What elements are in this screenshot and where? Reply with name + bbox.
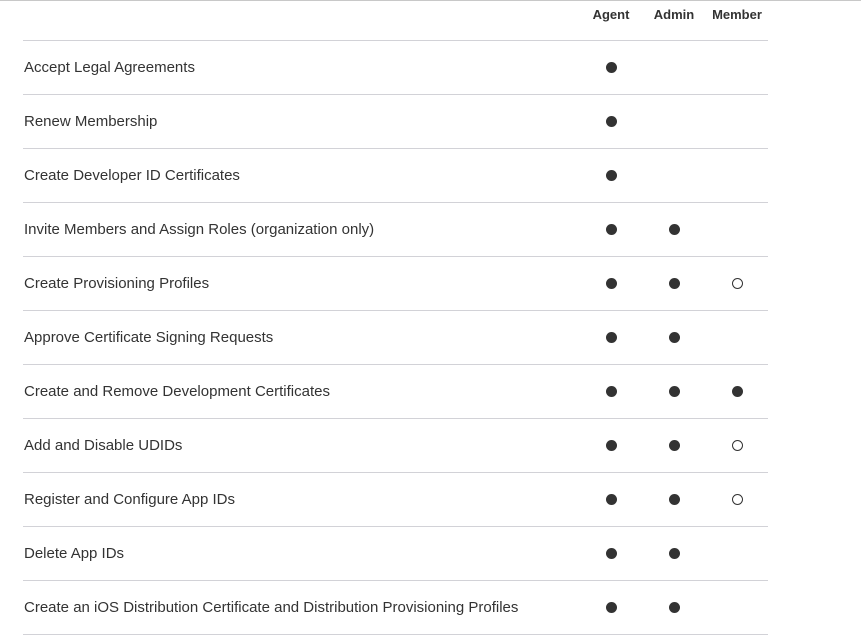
- member-permission-cell: [725, 473, 749, 526]
- filled-circle-icon: [669, 602, 680, 613]
- filled-circle-icon: [669, 386, 680, 397]
- member-permission-cell: [725, 149, 749, 202]
- filled-circle-icon: [606, 548, 617, 559]
- table-row: [23, 581, 768, 635]
- filled-circle-icon: [606, 62, 617, 73]
- permission-label: Accept Legal Agreements: [24, 59, 195, 76]
- admin-permission-cell: [662, 149, 686, 202]
- table-row: [23, 203, 768, 257]
- member-permission-cell: [725, 581, 749, 634]
- permission-label: Invite Members and Assign Roles (organization only): [24, 221, 375, 238]
- filled-circle-icon: [606, 116, 617, 127]
- permission-label: Add and Disable UDIDs: [24, 437, 183, 454]
- agent-permission-cell: [599, 41, 623, 94]
- member-permission-cell: [725, 527, 749, 580]
- agent-permission-cell: [599, 473, 623, 526]
- table-row: [23, 419, 768, 473]
- column-header-member: Member: [712, 7, 762, 22]
- agent-permission-cell: [599, 149, 623, 202]
- roles-permissions-table: [23, 0, 768, 635]
- table-body: [23, 41, 768, 635]
- member-permission-cell: [725, 419, 749, 472]
- filled-circle-icon: [606, 494, 617, 505]
- agent-permission-cell: [599, 527, 623, 580]
- admin-permission-cell: [662, 257, 686, 310]
- admin-permission-cell: [662, 41, 686, 94]
- filled-circle-icon: [606, 602, 617, 613]
- permission-label: Delete App IDs: [24, 545, 125, 562]
- agent-permission-cell: [599, 257, 623, 310]
- member-permission-cell: [725, 311, 749, 364]
- table-row: [23, 257, 768, 311]
- table-header: [23, 0, 768, 41]
- permission-label: Create an iOS Distribution Certificate and Distribution Provisioning Profiles: [24, 599, 519, 616]
- filled-circle-icon: [606, 278, 617, 289]
- table-row: [23, 365, 768, 419]
- agent-permission-cell: [599, 581, 623, 634]
- permission-label: Create Developer ID Certificates: [24, 167, 240, 184]
- member-permission-cell: [725, 95, 749, 148]
- admin-permission-cell: [662, 203, 686, 256]
- filled-circle-icon: [732, 386, 743, 397]
- table-row: [23, 527, 768, 581]
- admin-permission-cell: [662, 527, 686, 580]
- filled-circle-icon: [606, 386, 617, 397]
- table-row: [23, 95, 768, 149]
- agent-permission-cell: [599, 419, 623, 472]
- column-header-admin: Admin: [653, 7, 695, 22]
- agent-permission-cell: [599, 95, 623, 148]
- open-circle-icon: [732, 494, 743, 505]
- permission-label: Approve Certificate Signing Requests: [24, 329, 274, 346]
- agent-permission-cell: [599, 311, 623, 364]
- permission-label: Create Provisioning Profiles: [24, 275, 210, 292]
- table-row: [23, 149, 768, 203]
- admin-permission-cell: [662, 365, 686, 418]
- admin-permission-cell: [662, 95, 686, 148]
- admin-permission-cell: [662, 419, 686, 472]
- agent-permission-cell: [599, 203, 623, 256]
- permission-label: Renew Membership: [24, 113, 158, 130]
- filled-circle-icon: [669, 494, 680, 505]
- member-permission-cell: [725, 365, 749, 418]
- permission-label: Create and Remove Development Certificates: [24, 383, 330, 400]
- member-permission-cell: [725, 41, 749, 94]
- table-row: [23, 41, 768, 95]
- filled-circle-icon: [669, 224, 680, 235]
- filled-circle-icon: [669, 332, 680, 343]
- column-header-agent: Agent: [592, 7, 630, 22]
- admin-permission-cell: [662, 581, 686, 634]
- member-permission-cell: [725, 257, 749, 310]
- filled-circle-icon: [669, 278, 680, 289]
- filled-circle-icon: [606, 170, 617, 181]
- admin-permission-cell: [662, 473, 686, 526]
- admin-permission-cell: [662, 311, 686, 364]
- filled-circle-icon: [606, 332, 617, 343]
- table-row: [23, 473, 768, 527]
- filled-circle-icon: [669, 548, 680, 559]
- member-permission-cell: [725, 203, 749, 256]
- open-circle-icon: [732, 440, 743, 451]
- filled-circle-icon: [606, 224, 617, 235]
- agent-permission-cell: [599, 365, 623, 418]
- filled-circle-icon: [606, 440, 617, 451]
- permission-label: Register and Configure App IDs: [24, 491, 235, 508]
- open-circle-icon: [732, 278, 743, 289]
- table-row: [23, 311, 768, 365]
- filled-circle-icon: [669, 440, 680, 451]
